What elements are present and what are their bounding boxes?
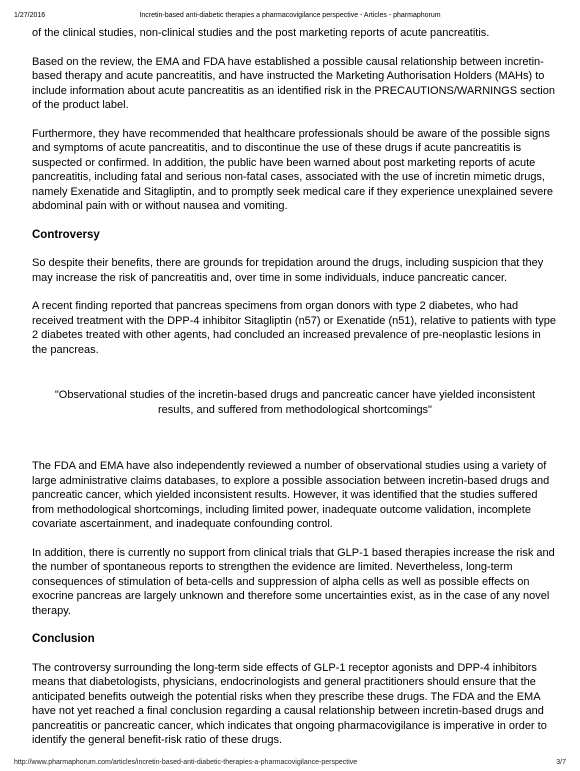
paragraph-despite: So despite their benefits, there are grounds for trepidation around the drugs, including suspicion that they may increase the risk of pancreatitis and, over time in some individuals, induce pancreatic cancer. <box>32 257 544 284</box>
print-page-title: Incretin-based anti-diabetic therapies a pharmacovigilance perspective - Articles - pharmaphorum <box>139 12 441 19</box>
paragraph-intro-tail: of the clinical studies, non-clinical studies and the post marketing reports of acute pancreatitis. <box>32 27 490 39</box>
heading-conclusion: Conclusion <box>32 633 95 645</box>
paragraph-recent-finding: A recent finding reported that pancreas specimens from organ donors with type 2 diabetes, who had received treatment with the DPP-4 inhibitor Sitagliptin (n57) or Exenatide (n51), relative to patients with type 2 diabetes treated with other agents, had concluded an increased prevalence of pre-neoplastic lesions in the pancreas. <box>32 300 556 356</box>
paragraph-fda-ema: The FDA and EMA have also independently reviewed a number of observational studies using a variety of large administrative claims databases, to explore a possible association between incretin-based drugs and pancreatic cancer, which yielded inconsistent results. However, it was identified that the studies suffered from methodological shortcomings, including limited power, inadequate outcome validation, incomplete covariate ascertainment, and inadequate confounding control. <box>32 460 550 530</box>
paragraph-furthermore: Furthermore, they have recommended that healthcare professionals should be aware of the possible signs and symptoms of acute pancreatitis, and to discontinue the use of these drugs if acute pancreatitis is suspected or confirmed. In addition, the public have been warned about post marketing reports of acute pancreatitis, including fatal and serious non-fatal cases, associated with the use of incretin mimetic drugs, namely Exenatide and Sitagliptin, and to promptly seek medical care if they experience unexplained severe abdominal pain with or without nausea and vomiting. <box>32 127 553 212</box>
page-url-link[interactable]: http://www.pharmaphorum.com/articles/incretin-based-anti-diabetic-therapies-a-pharmacovigilance-perspective <box>14 759 358 766</box>
heading-controversy: Controversy <box>32 228 100 241</box>
article-body <box>32 26 558 762</box>
print-header <box>14 11 566 23</box>
paragraph-conclusion: The controversy surrounding the long-term side effects of GLP-1 receptor agonists and DPP-4 inhibitors means that diabetologists, physicians, endocrinologists and general practitioners should ensure that the anticipated benefits outweigh the potential risks when they prescribe these drugs. The FDA and the EMA have not yet reached a final conclusion regarding a causal relationship between incretin-based drugs and pancreatitis or pancreatic cancer, which indicates that ongoing pharmacovigilance is imperative in order to identify the general benefit-risk ratio of these drugs. <box>32 661 547 746</box>
paragraph-review: Based on the review, the EMA and FDA have established a possible causal relationship between incretin-based therapy and acute pancreatitis, and have instructed the Marketing Authorisation Holders (MAHs) to include information about acute pancreatitis as an identified risk in the PRECAUTIONS/WARNINGS section of the product label. <box>32 55 555 111</box>
print-date: 1/27/2016 <box>14 12 46 19</box>
pull-quote: "Observational studies of the incretin-based drugs and pancreatic cancer have yielded inconsistent results, and suffered from methodological shortcomings" <box>54 389 536 416</box>
page-number: 3/7 <box>556 759 566 766</box>
print-footer <box>14 758 566 770</box>
paragraph-in-addition: In addition, there is currently no support from clinical trials that GLP-1 based therapies increase the risk and the number of spontaneous reports to strengthen the evidence are limited. Nevertheless, long-term consequences of stimulation of beta-cells and suppression of alpha cells as well as possible effects on exocrine pancreas are largely unknown and therefore some uncertainties exist, as in the case of any novel therapy. <box>32 546 555 617</box>
